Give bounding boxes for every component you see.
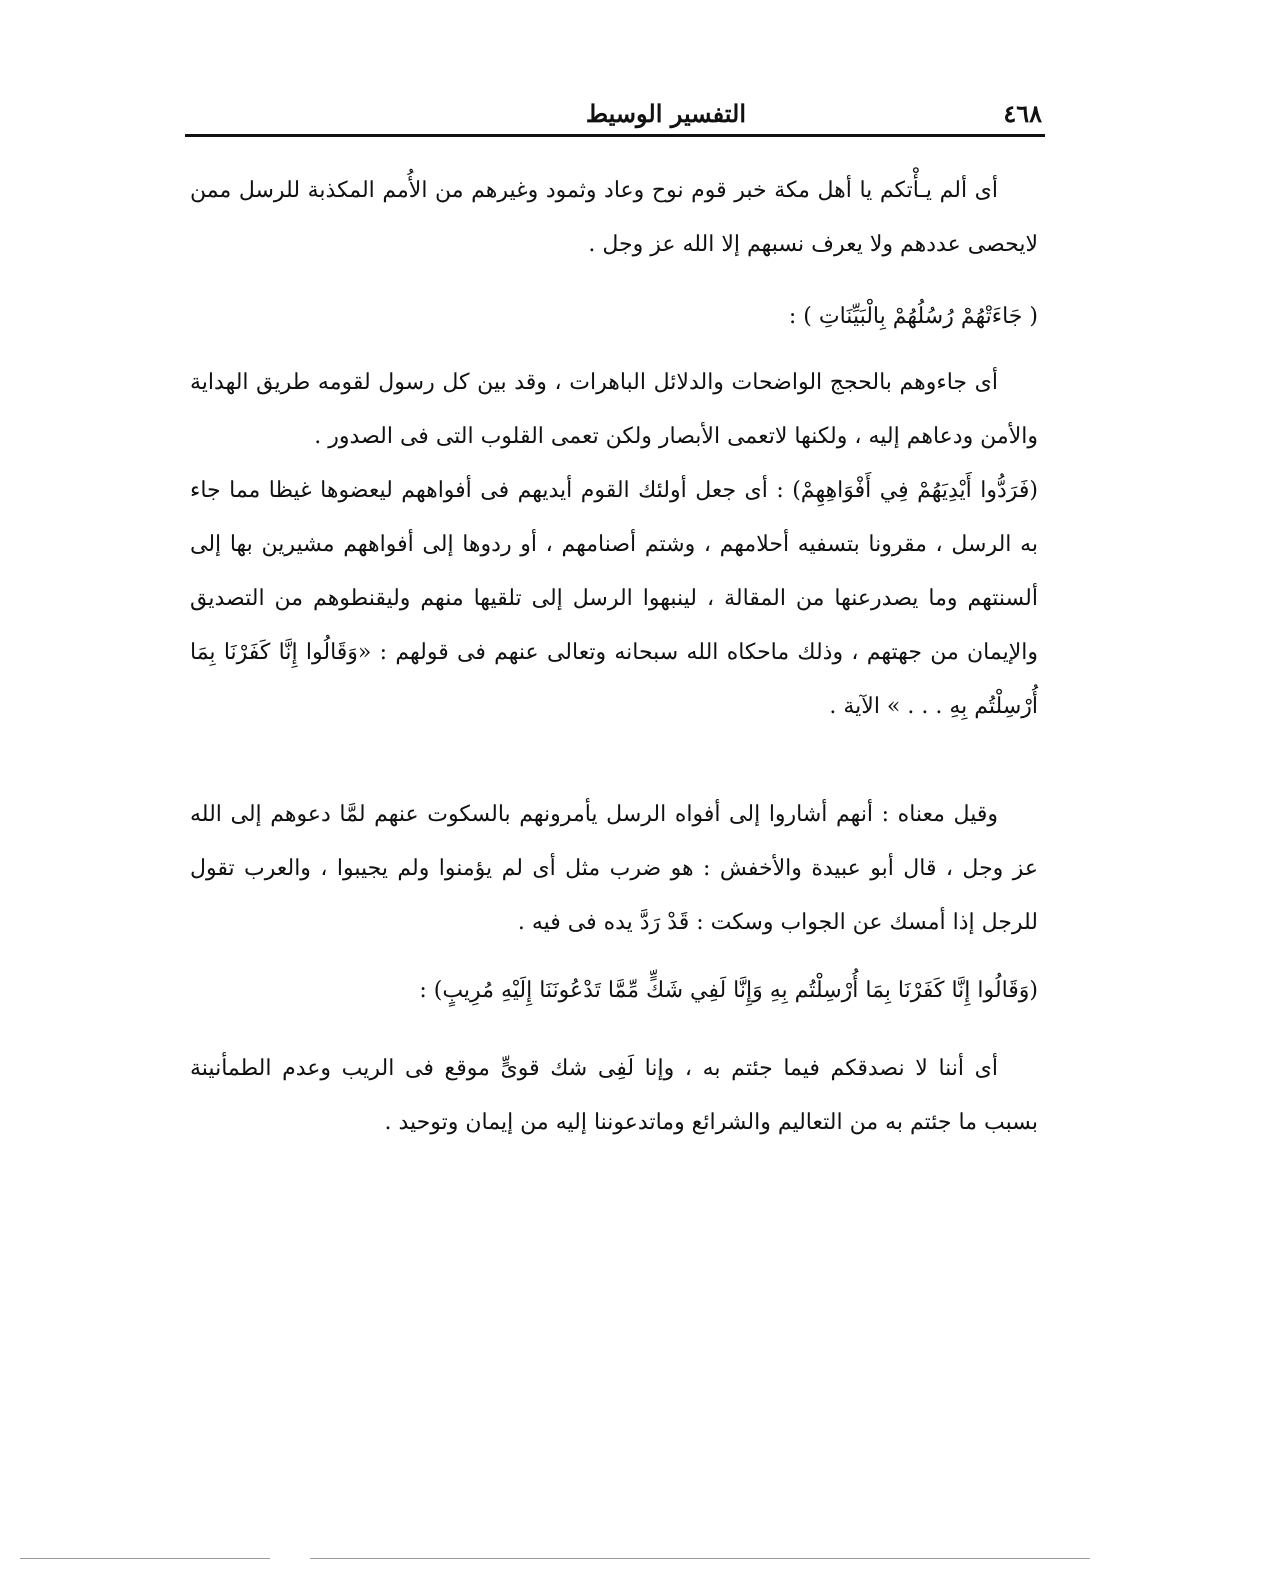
footer-rule-right [310,1558,1090,1559]
verse-block-2 [190,964,1038,1018]
paragraph-2: أى جاءوهم بالحجج الواضحات والدلائل الباهرات ، وقد بين كل رسول لقومه طريق الهداية والأمن ودعاهم إليه ، ولكنها لاتعمى الأبصار ولكن تعمى القلوب التى فى الصدور . [190,370,1038,449]
text-block-4 [190,1042,1038,1150]
paragraph-5: أى أننا لا نصدقكم فيما جئتم به ، وإنا لَفِى شك قوىٍّ موقع فى الريب وعدم الطمأنينة بسبب ما جئتم به من التعاليم والشرائع وماتدعوننا إليه من إيمان وتوحيد . [190,1056,1038,1135]
verse-block-1 [190,290,1038,344]
page-number: ٤٦٨ [1003,99,1042,128]
footer-rule-left [20,1558,270,1559]
text-block-2 [190,356,1038,734]
text-block-3 [190,788,1038,950]
running-title: التفسير الوسيط [585,99,746,128]
quran-verse-2: (وَقَالُوا إِنَّا كَفَرْنَا بِمَا أُرْسِلْتُم بِهِ وَإِنَّا لَفِي شَكٍّ مِّمَّا تَدْعُونَنَا إِلَيْهِ مُرِيبٍ) : [419,978,1038,1003]
header-rule [185,134,1045,137]
quran-verse-1: ( جَاءَتْهُمْ رُسُلُهُمْ بِالْبَيِّنَاتِ ) : [788,304,1038,329]
page-header [187,96,1042,132]
paragraph-4: وقيل معناه : أنهم أشاروا إلى أفواه الرسل يأمرونهم بالسكوت عنهم لمَّا دعوهم إلى الله عز وجل ، قال أبو عبيدة والأخفش : هو ضرب مثل أى لم يؤمنوا ولم يجيبوا ، والعرب تقول للرجل إذا أمسك عن الجواب وسكت : قَدْ رَدَّ يده فى فيه . [190,802,1038,935]
text-block-1 [190,164,1038,272]
paragraph-1: أى ألم يـأْتكم يا أهل مكة خبر قوم نوح وعاد وثمود وغيرهم من الأُمم المكذبة للرسل ممن لايحصى عددهم ولا يعرف نسبهم إلا الله عز وجل . [190,178,1038,257]
paragraph-3: (فَرَدُّوا أَيْدِيَهُمْ فِي أَفْوَاهِهِمْ) : أى جعل أولئك القوم أيديهم فى أفواههم ليعضوها غيظا مما جاء به الرسل ، مقرونا بتسفيه أحلامهم ، وشتم أصنامهم ، أو ردوها إلى أفواههم مشيرين بها إلى ألسنتهم وما يصدرعنها من المقالة ، لينبهوا الرسل إلى تلقيها منهم وليقنطوهم من التصديق والإيمان من جهتهم ، وذلك ماحكاه الله سبحانه وتعالى عنهم فى قولهم : «وَقَالُوا إِنَّا كَفَرْنَا بِمَا أُرْسِلْتُم بِهِ . . . » الآية . [190,478,1038,719]
